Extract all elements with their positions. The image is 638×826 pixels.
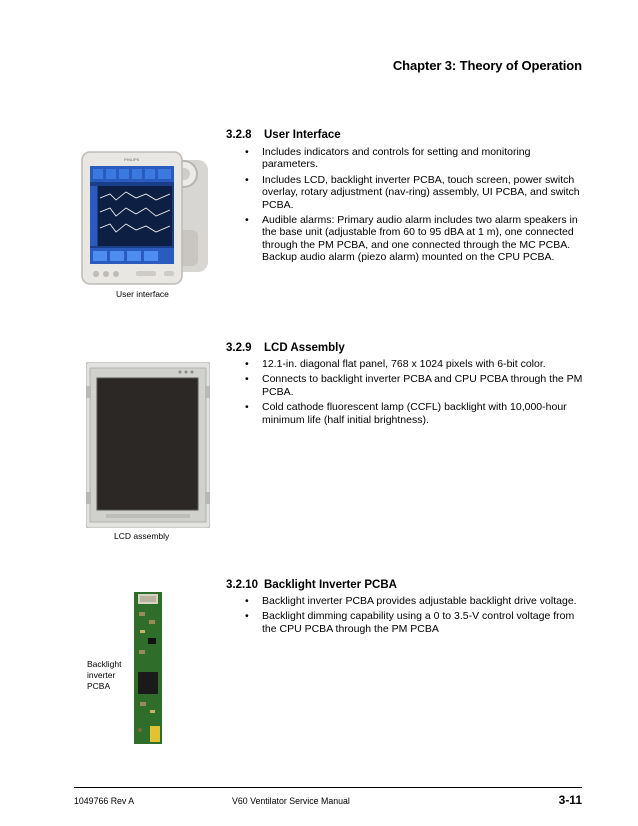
list-item: • Backlight inverter PCBA provides adjustable backlight drive voltage.: [245, 595, 577, 607]
section-heading: [226, 342, 586, 354]
bullet-glyph: •: [245, 146, 249, 158]
list-item: • Audible alarms: Primary audio alarm includes two alarm speakers in the base unit (adjustable from 60 to 95 dBA at 1 m), one connected through the PM PCBA, and one connected through the MC PCBA. Backup audio alarm (piezo alarm) mounted on the CPU PCBA.: [245, 214, 578, 264]
footer-manual-title: V60 Ventilator Service Manual: [232, 796, 350, 806]
section-backlight-inverter: [226, 579, 586, 638]
backlight-inverter-pcba-photo: [128, 590, 168, 746]
list-item: • 12.1-in. diagonal flat panel, 768 x 1024 pixels with 6-bit color.: [245, 358, 546, 370]
bullet-glyph: •: [245, 595, 249, 607]
list-item: • Connects to backlight inverter PCBA and CPU PCBA through the PM PCBA.: [245, 373, 583, 398]
section-heading: [226, 129, 586, 141]
list-item: • Includes indicators and controls for setting and monitoring parameters.: [245, 146, 531, 171]
section-lcd-assembly: [226, 342, 586, 429]
bullet-glyph: •: [245, 373, 249, 386]
caption-user-interface: User interface: [116, 289, 169, 299]
list-item: • Backlight dimming capability using a 0 to 3.5-V control voltage from the CPU PCBA through the PM PCBA: [245, 610, 575, 635]
user-interface-photo: [76, 150, 210, 286]
caption-backlight-inverter: Backlight inverter PCBA: [87, 659, 122, 691]
section-number: 3.2.9: [226, 342, 252, 354]
section-title: LCD Assembly: [264, 342, 345, 354]
section-user-interface: [226, 129, 586, 267]
bullet-list: [226, 595, 586, 635]
section-title: Backlight Inverter PCBA: [264, 579, 397, 591]
section-number: 3.2.8: [226, 129, 252, 141]
device-brand: PHILIPS: [124, 157, 140, 162]
bullet-glyph: •: [245, 401, 249, 414]
bullet-glyph: •: [245, 610, 249, 623]
bullet-list: [226, 358, 586, 426]
section-heading: [226, 579, 586, 591]
section-number: 3.2.10: [226, 579, 258, 591]
page-number: 3-11: [558, 793, 582, 807]
list-item: • Cold cathode fluorescent lamp (CCFL) backlight with 10,000-hour minimum life (half initial brightness).: [245, 401, 567, 426]
footer-divider: [74, 787, 582, 788]
bullet-list: [226, 146, 586, 264]
caption-lcd-assembly: LCD assembly: [114, 531, 170, 541]
chapter-title: Chapter 3: Theory of Operation: [392, 58, 582, 73]
section-title: User Interface: [264, 129, 341, 141]
bullet-glyph: •: [245, 214, 249, 227]
lcd-assembly-photo: [86, 362, 210, 528]
footer-doc-number: 1049766 Rev A: [74, 796, 135, 806]
bullet-glyph: •: [245, 173, 249, 186]
list-item: • Includes LCD, backlight inverter PCBA, touch screen, power switch overlay, rotary adjustment (nav-ring) assembly, UI PCBA, and switch PCBA.: [245, 173, 580, 211]
bullet-glyph: •: [245, 358, 249, 370]
